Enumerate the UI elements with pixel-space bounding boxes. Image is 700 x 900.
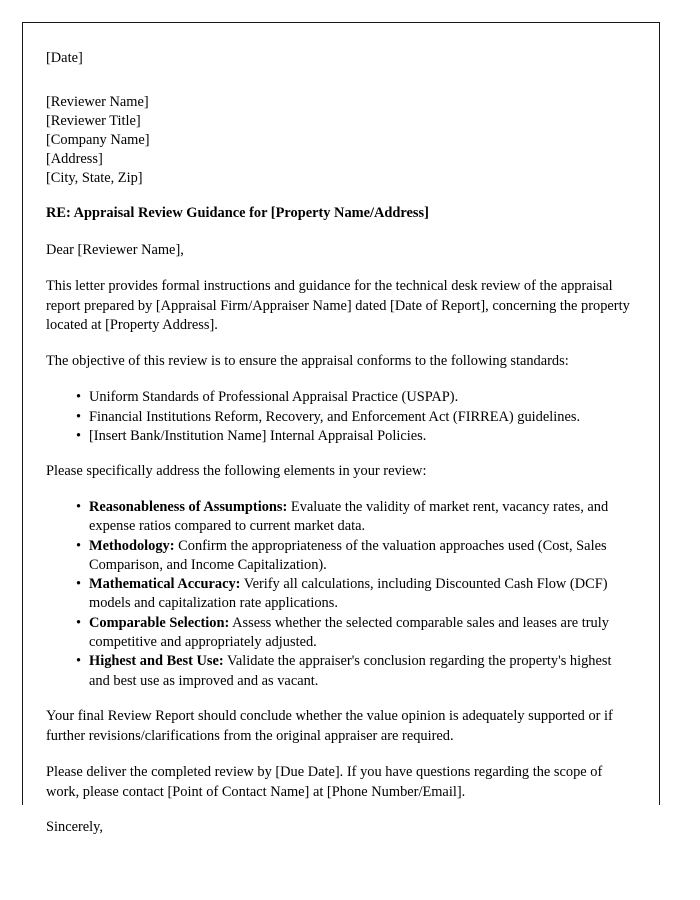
- list-item-text: Evaluate the validity of market rent, vacancy rates, and expense ratios compared to current market data.: [89, 498, 609, 535]
- list-item: [89, 498, 633, 537]
- date-block: [46, 49, 633, 69]
- review-elements-list: [46, 498, 633, 691]
- letter-body: [23, 23, 659, 838]
- list-item: [89, 652, 633, 691]
- list-item-lead: Highest and Best Use:: [89, 653, 224, 670]
- conclusion-paragraph: Your final Review Report should conclude whether the value opinion is adequately supported or if further revisions/clarifications from the original appraiser are required.: [46, 707, 613, 744]
- list-item: • Financial Institutions Reform, Recovery, and Enforcement Act (FIRREA) guidelines.: [89, 408, 633, 427]
- subject-line: RE: Appraisal Review Guidance for [Property Name/Address]: [46, 204, 429, 221]
- standards-list: [46, 388, 633, 446]
- address-line-address: [Address]: [46, 150, 103, 167]
- list-item-text: Confirm the appropriateness of the valuation approaches used (Cost, Sales Comparison, and Income Capitalization).: [89, 537, 607, 573]
- list-item-lead: Mathematical Accuracy:: [89, 576, 241, 593]
- delivery-paragraph: Please deliver the completed review by [Due Date]. If you have questions regarding the scope of work, please contact [Point of Contact Name] at [Phone Number/Email].: [46, 763, 603, 800]
- objective-paragraph: The objective of this review is to ensure the appraisal conforms to the following standards:: [46, 353, 569, 370]
- document-page: [22, 22, 660, 836]
- intro-paragraph: This letter provides formal instructions and guidance for the technical desk review of the appraisal report prepared by [Appraisal Firm/Appraiser Name] dated [Date of Report], concerning the property located at [Property Address].: [46, 277, 630, 334]
- list-item-lead: Comparable Selection:: [89, 614, 230, 631]
- list-item-lead: Reasonableness of Assumptions:: [89, 498, 288, 515]
- list-item-text: Assess whether the selected comparable sales and leases are truly competitive and appropriately adjusted.: [89, 614, 609, 651]
- list-item: [89, 614, 633, 653]
- address-line-company-name: [Company Name]: [46, 131, 150, 148]
- closing-line: Sincerely,: [46, 819, 104, 836]
- address-line-reviewer-name: [Reviewer Name]: [46, 93, 149, 110]
- list-item: [89, 575, 633, 614]
- list-item-text: Validate the appraiser's conclusion regarding the property's highest and best use as improved and as vacant.: [89, 653, 612, 689]
- address-line-reviewer-title: [Reviewer Title]: [46, 112, 141, 129]
- list-item-lead: Methodology:: [89, 537, 175, 554]
- salutation: Dear [Reviewer Name],: [46, 241, 184, 258]
- elements-intro-paragraph: Please specifically address the following elements in your review:: [46, 463, 427, 480]
- date-line: [Date]: [46, 50, 83, 66]
- list-item: • [Insert Bank/Institution Name] Internal Appraisal Policies.: [89, 427, 633, 446]
- address-line-city-state-zip: [City, State, Zip]: [46, 169, 143, 186]
- list-item: • Uniform Standards of Professional Appraisal Practice (USPAP).: [89, 388, 633, 407]
- list-item: [89, 537, 633, 576]
- list-item-text: Verify all calculations, including Discounted Cash Flow (DCF) models and capitalization rate applications.: [89, 576, 608, 612]
- recipient-address-block: [46, 93, 633, 188]
